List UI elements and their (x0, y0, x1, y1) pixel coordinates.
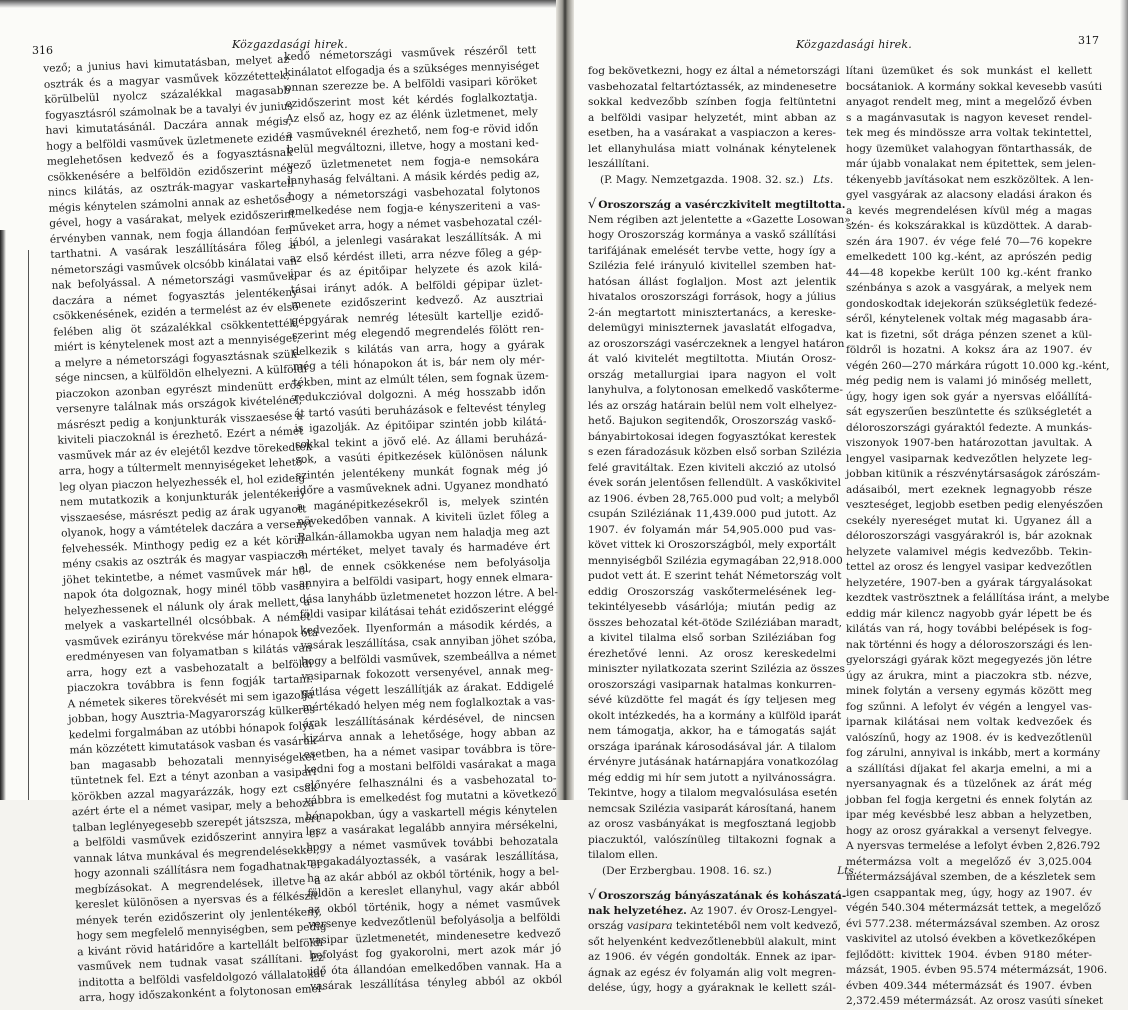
text-line: tek meg és mindössze arra voltak tekintettel, (846, 127, 1092, 139)
text-line: kedvezőek. Ilyenformán a második kérdés, a (300, 617, 553, 637)
text-line: megbízásokat. A megrendelések, illetve a (74, 874, 321, 896)
text-line: tásai irányt adók. A belföldi gépipar üzlet- (290, 276, 543, 296)
text-line: tarthatni. A vasárak leszállítására főleg a (50, 239, 297, 261)
text-line: fog bekövetkezni, hogy ez által a németországi (588, 65, 840, 77)
checkmark-icon: √ (588, 197, 597, 212)
text-line: séről, kénytelenek voltak még magasabb ára- (846, 313, 1092, 325)
text-line: műveket arra, hogy a német vasbehozatal czél- (288, 214, 542, 234)
text-line: fejlődött: kivittek 1904. évben 9180 méter- (846, 948, 1092, 961)
emphasis-text: vasipara (626, 920, 673, 932)
text-line: inditotta a belföldi vasfeldolgozó vállalatokat (78, 967, 325, 989)
text-line: Tekintve, hogy a tilalom megvalósulása esetén (588, 787, 838, 799)
text-line: lés az ország határain belül nem volt elhelyez- (588, 399, 837, 412)
text-line: helyzetére, 1907-ben a gyárak tárgyalásokat (846, 576, 1092, 589)
text-line: vannak látva munkával és megrendelésekkel, (73, 843, 320, 865)
text-line: a vasműveknél érezhető, nem fog-e rövid időn (286, 121, 539, 141)
text-line: kinálatot elfogadja és a szükséges mennyiséget (284, 59, 540, 79)
text-line (588, 919, 841, 935)
text-line: jobban fel fogja kergetni és ennek folytán az (846, 793, 1092, 806)
text-line: mán közzétett kimutatások vasban és vasáruk- (69, 734, 320, 757)
text-line: onnan szerezze be. A belföldi vasipari köröket (284, 74, 538, 94)
checkmark-icon: √ (588, 888, 597, 903)
text-line: hogy az orosz gyárakkal a versenyt felvegye. (846, 824, 1092, 837)
text-line: ipar még kevésbbé lesz abban a helyzetben, (846, 809, 1092, 821)
text-line: sok, a vasúti épitkezések különösen nálunk (295, 446, 548, 466)
text-line: emelkedése nem fogja-e kényszeriteni a vas- (288, 198, 541, 218)
text-line: el, de ennek csökkenése nem befolyásolja (298, 555, 551, 575)
text-line: gondoskodtak idejekorán szükségletük fedezé- (846, 297, 1097, 310)
author-signature: Lts. (837, 864, 858, 877)
text-line: bocsátaniok. A kormány sokkal kevesebb vasúti (846, 80, 1103, 93)
text-line: vasművek már az év elejétől kezdve törekedtek (57, 440, 313, 463)
text-line: szén- és kokszárakkal is küzdöttek. A darab- (846, 220, 1092, 232)
text-line: hónapokban, úgy a vaskartell mégis kénytelen (305, 803, 558, 823)
text-line: esetben, ha a vasárakat a vaspiaczon a keres- (588, 127, 836, 139)
text-line: nem mutatkozik a konjunkturák jelentékeny (59, 487, 306, 509)
text-line: hogy a németországi vasbehozatal folytonos (287, 183, 541, 203)
text-line: vező üzletmenetet nem fogja-e nemsokára (287, 152, 540, 172)
right-column-1 (588, 64, 858, 997)
scan-shadow-right (1120, 0, 1128, 800)
text-line: hogy a belföldi vasművek, szembeállva a német (300, 648, 557, 668)
text-line: eddig Oroszország vaskőtermelésének leg- (588, 585, 836, 598)
text-line: követ vittek ki Oroszországból, mely exportált (588, 539, 836, 551)
text-line: arra, hogy időszakonként a folytonosan emel- (78, 982, 326, 1005)
text-line: annyira a belföldi vasipart, hogy ennek elmara- (298, 570, 553, 590)
text-line: érvényben vannak, nem fogja állandóan fen- (49, 223, 296, 246)
text-line: versenye kedvezőtlenül befolyásolja a belföldi (308, 911, 561, 931)
text-line: gével, hogy a vasárakat, melyek ezidőszerint (48, 208, 296, 230)
text-line: évek során jelentősen fellendült. A vaskőkivitel (588, 477, 841, 489)
text-line: igen csappantak meg, úgy, hogy az 1907. év (846, 886, 1092, 899)
right-page (578, 0, 1118, 1007)
text-line: delemügyi miniszternek javaslatát elfogadva, (588, 322, 836, 334)
text-line: valószínű, hogy az 1908. év is kedvezőtlenül (846, 731, 1092, 744)
text-line: vasművek nem tudnak vasat szállítani. Ez (77, 951, 324, 974)
text-line: szén ára 1907. év vége felé 70—76 kopekre (846, 235, 1092, 248)
text-line: kat is fizetni, sőt drága pénzen szenet a kül- (846, 328, 1092, 341)
text-line: vábbra is emelkedést fog mutatni a következő (304, 787, 558, 807)
text-line: redukczióval dolgozni. A még hosszabb időn (293, 384, 546, 404)
text-line: sévé küzdötte fel magát és így teljesen meg (588, 694, 836, 706)
text-line: úgy, hogy igen sok gyár a nyersvas előállítá- (846, 390, 1092, 403)
text-line: szintén jelentékeny munkát fognak még jó (295, 462, 548, 482)
text-line: még a téli hónapokon át is, bár nem oly mér- (292, 353, 545, 373)
text-line: hogy sem megfelelő mennyiségben, sem pedig (76, 920, 327, 943)
text-line: vasművek ezirányu törekvése már hónapok óta (65, 626, 319, 649)
text-line: versenyre találnak más országok kivételénél, (56, 394, 303, 416)
text-line: hető. Bajukon segitendők, Oroszország vaskő- (588, 415, 836, 427)
article1-end (588, 64, 840, 173)
text-line: ban magasabb behozatali mennyiségeket (69, 750, 317, 772)
text-line: körülbelül nyolcz százalékkal magasabb (44, 84, 291, 106)
text-line: befolyást fog gyakorolni, mert azok már jó (309, 942, 562, 962)
text-line: déloroszországi vasgyárakról is, bár azoknak (846, 530, 1092, 542)
text-line: 1907. év folyamán már 54,905.000 pud vas- (588, 523, 836, 536)
text-line: végén 260—270 márkára rúgott 10.000 kg.-ként, (846, 359, 1110, 372)
text-line: oroszországi vasiparnak hatalmas konkurren- (588, 678, 836, 691)
text-line: a kivitel tilalma első sorban Sziléziában fog (588, 632, 836, 644)
text-segment: ország (588, 920, 627, 932)
text-line: bányabirtokosai idegen fogyasztókat kerestek (588, 430, 836, 443)
text-line: növekedőben vannak. A kiviteli üzlet főleg a (297, 508, 550, 528)
text-line: felében alig öt százalékkal csökkentették, (53, 316, 300, 339)
text-line: mértékadó helyen még nem foglalkoztak a vas- (302, 694, 556, 714)
text-line: menete ezidőszerint kedvező. Az ausztriai (290, 291, 544, 311)
text-line: ipar és az épitőipar helyzete és azok kilá- (290, 260, 543, 280)
text-line: kedelmi forgalmában az utóbbi hónapok folya- (68, 719, 319, 741)
text-line: lanyhulva, a folytonosan emelkedő vaskőterme- (588, 384, 843, 396)
text-line: sokkal kedvezőbb színben fogja feltüntetni (588, 96, 836, 108)
text-line: Szilézia felé irányuló kivitellel szemben hat- (588, 260, 836, 272)
article2-body (588, 213, 855, 864)
text-line: miniszter nyilatkozata szerint Szilézia az összes (588, 663, 845, 675)
text-line: országa iparának károsodásával jár. A tilalom (588, 740, 836, 753)
text-line: érvényre jutásának határnapjára vonatkozólag (588, 756, 839, 768)
text-line: adásaiból, mert ezeknek legnagyobb része (846, 483, 1092, 496)
text-line: a melyre a németországi fogyasztásnak szük- (54, 347, 301, 370)
article-title-text: nak helyzetéhez. (588, 904, 687, 917)
text-line: a belföldi vasművek ezidőszerint annyira el (72, 827, 320, 850)
text-line: át való kivitelét megtiltotta. Miután Orosz- (588, 353, 836, 365)
text-line: tékenyebb javításokat nem eszközöltek. A len- (846, 173, 1094, 186)
text-line: lengyel vasiparnak kedvezőtlen helyzete leg- (846, 452, 1092, 465)
text-line: A nyersvas termelése a lefolyt évben 2,826.792 (846, 840, 1101, 852)
text-line: okolt intézkedés, ha a kormány a külföld iparát (588, 709, 842, 722)
text-line: hatósan állást foglaljon. Most azt jelentik (588, 275, 836, 288)
text-line: az oroszországi vasérczeknek a lengyel határon (588, 337, 845, 350)
text-line: németországi vasművek olcsóbb kinálatai van- (50, 254, 301, 277)
text-line: mények terén ezidőszerint oly jenlentékeny, (75, 905, 323, 927)
text-line: tekintélyesebb vásárlója; miután pedig az (588, 601, 836, 613)
text-line: vaskivitel az utolsó években a következőképen (846, 933, 1096, 945)
text-line: végén 540.304 métermázsát tettek, a megelőző (846, 902, 1102, 914)
text-line: viszonyok 1907-ben határozottan javultak. A (846, 437, 1092, 449)
article-title-text: Oroszország a vasérczkivitelt megtiltotta. (598, 199, 846, 211)
text-line: nem támogatja, akkor, ha e támogatás saját (588, 725, 836, 737)
text-line: delése, úgy, hogy a gyáraknak le kellett szál- (588, 982, 836, 994)
text-line: A németek sikeres törekvését mi sem igazolja (67, 688, 314, 711)
text-line: kizárva annak a lehetősége, hogy abban az (303, 725, 556, 745)
text-line: melyek a vaskartellnél olcsóbbak. A német (64, 611, 311, 633)
text-line: gátlása végett leszállítják az árakat. Eddigelé (301, 679, 555, 699)
text-line: iparnak kilátásai nem voltak kedvezőek és (846, 716, 1092, 728)
text-line: hivatalos oroszországi források, hogy a július (588, 291, 836, 303)
text-line: havi kimutatásánál. Daczára annak mégis, (45, 115, 292, 137)
text-line: tettel az orosz és lengyel vasipar kedvezőtlen (846, 561, 1092, 573)
text-line: felvehessék. Minthogy pedig ez a két körül- (61, 533, 308, 556)
text-line: Az első az, hogy ez az élénk üzletmenet, mely (285, 105, 538, 125)
text-line: vasipar üzletmenetét, mindenesetre kedvező (308, 927, 561, 947)
text-line: a mértéket, melyet tavaly és harmadéve ért (297, 539, 551, 559)
text-line: felé gravitáltak. Ezen kiviteli akczió az utolsó (588, 461, 836, 474)
text-line: napok óta dolgoznak, hogy minél több vasat (63, 580, 310, 602)
text-line: földről is hozatni. A koksz ára az 1907. év (846, 344, 1092, 356)
text-line: tarifájának emelését tervbe vette, hogy így a (588, 244, 836, 257)
text-line: kereslet különösen a nyersvas és a félkészít- (75, 889, 322, 912)
text-line: nemcsak Szilézia vasiparát károsítaná, hanem (588, 802, 837, 815)
text-line: helyezhessenek el nálunk oly árak mellett, a (63, 595, 311, 618)
text-line: sőt helyenként kedvezőtlenebbül alakult, mint (588, 935, 837, 948)
text-line: nincs kilátás, az osztrák-magyar vaskartell (47, 177, 295, 199)
text-line: ezidőszerint most két kérdés foglalkoztatja. (285, 90, 538, 110)
text-line: körökben azzal magyarázzák, hogy ezt csak (71, 781, 318, 803)
text-line: nak befolyással. A németországi vasművek, (51, 270, 298, 292)
text-segment: Az 1907. év Orosz-Lengyel- (686, 904, 837, 917)
text-line: vező; a junius havi kimutatásban, melyet az (43, 53, 290, 75)
text-line: métermázsájával szemben, de a készletek sem (846, 871, 1096, 883)
scan-shadow-left (0, 230, 6, 800)
text-line: tilalom ellen. (588, 849, 659, 861)
running-head: Közgazdasági hirek. (796, 38, 912, 51)
text-line: leg olyan piaczon helyezhessék el, hol ezideig (59, 471, 306, 494)
running-head: Közgazdasági hirek. (232, 38, 348, 51)
text-line: szerint még elegendő megrendelés fölött ren- (291, 322, 545, 342)
text-line: át tartó vasúti beruházások e feltevést tényleg (293, 400, 547, 420)
text-line: hogy a belföldi vasművek üzletmenete ezidén (46, 130, 293, 153)
text-line: s a magánvasutak is nagyon keveset rendel- (846, 111, 1092, 124)
left-column-2 (284, 43, 562, 995)
article-source (588, 173, 836, 189)
text-line: is igazolják. Az épitőipar szintén jobb kilátá- (294, 415, 547, 435)
text-line: emelkedett 100 kg.-ként, az aprószén pedig (846, 251, 1092, 263)
source-citation: (Der Erzbergbau. 1908. 16. sz.) (602, 864, 772, 877)
text-line: az 1906. évben 28,765.000 pud volt; a melyből (588, 492, 840, 505)
text-line: talban leglényegesebb szerepét játszsza, mert (72, 812, 321, 834)
text-line: piaczokra továbbra is fenn fogják tartani. (66, 673, 314, 695)
text-line: másrészt pedig a konjunkturák visszaesése a (56, 409, 304, 432)
text-line: az 1906. év végén gondolták. Ennek az ipar- (588, 951, 836, 963)
text-line: a kevés megrendelésen kívül még a magas (846, 204, 1092, 217)
text-line: időre a vasműveknek adni. Ugyanez mondható (296, 477, 549, 497)
text-line: gyel vasgyárak az alacsony eladási árakon és (846, 189, 1092, 201)
text-line: szénbánya s azok a vasgyárak, a melyek nem (846, 282, 1092, 294)
text-line: sokkal tekint a jövő elé. Az állami beruházá- (294, 431, 548, 451)
text-line: métermázsa volt a megelőző év 3,025.004 (846, 855, 1092, 868)
text-line: kiviteli piaczoknál is érezhető. Ezért a német (57, 425, 304, 447)
text-line: gyelországi gyárak közt megegyezés jön létre (846, 654, 1092, 666)
text-line: déloroszországi gyáraktól fedezte. A munkás- (846, 421, 1092, 434)
text-line: árak leszállításának kérdésével, de nincsen (302, 710, 555, 730)
text-line: tüntetnek fel. Ezt a tényt azonban a vasipari (70, 766, 317, 788)
text-line: hogy üzemüket valahogyan föntarthassák, de (846, 142, 1092, 155)
text-line: Balkán-államokba ugyan nem haladja meg azt (297, 524, 550, 544)
text-line: csekély nyereséget mutat ki. Ugyanez áll a (846, 514, 1092, 527)
text-line: az okból történik, hogy a német vasművek (307, 896, 561, 916)
text-line: dása lanyhább üzletmenetet hozzon létre. A bel- (299, 586, 559, 606)
text-line: úgy az árukra, mint a piaczokra stb. nézve, (846, 669, 1092, 682)
text-line: belül megváltozni, illetve, hogy a mostani ked- (286, 136, 539, 156)
text-line: nyersanyagnak és a tüzelőnek az árát még (846, 778, 1092, 790)
text-line: a szállítási díjakat fel akarja emelni, a mi a (846, 762, 1092, 775)
text-line: eddig már kilencz nagyobb gyár lépett be és (846, 607, 1092, 620)
page-number: 317 (1078, 34, 1099, 47)
article3-body (588, 935, 836, 997)
text-line: fog szűnni. A lefolyt év végén a lengyel vas- (846, 700, 1092, 713)
text-line: sége nincsen, a külföldön elhelyezni. A külföldi (54, 363, 308, 385)
text-line: daczára a német fogyasztás jelentékeny (51, 285, 299, 308)
text-line: fog zárulni, annyival is inkább, mert a kormány (846, 747, 1101, 759)
page-number: 316 (32, 44, 53, 57)
left-column-1 (43, 53, 325, 1007)
text-line: tékben, mint az elmúlt télen, sem fognak üzem- (293, 369, 549, 389)
text-line: anyagot rendelt meg, mint a megelőző évben (846, 96, 1092, 108)
text-line: évi 577.238. métermázsával szemben. Az orosz (846, 917, 1100, 930)
text-line: leszállítani. (588, 158, 650, 170)
text-line: mennyiségből Szilézia egymagában 22,918.000 (588, 554, 843, 567)
text-line: hogy azonnali szállításra nem fogadhatnak el (73, 858, 321, 881)
source-citation: (P. Magy. Nemzetgazda. 1908. 32. sz.) (600, 173, 804, 186)
text-line: jobban kitünik a részvénytársaságok zárószám- (846, 468, 1101, 480)
text-line: kilátás van rá, hogy további belépések is fog- (846, 623, 1092, 635)
text-line: visszaesése, másrészt pedig az árak ugyanott (60, 502, 307, 525)
text-line: azért érte el a német vasipar, mely a behoza- (71, 797, 318, 819)
text-line: osztrák és a magyar vasművek közzétettek, (43, 69, 290, 91)
text-line: jából, a jelenlegi vasárakat leszállítsák. A mi (289, 229, 542, 249)
text-line: mázsát, 1905. évben 95.574 métermázsát, 1906. (846, 964, 1108, 976)
text-line: vasárak leszállítása tényleg abból az okból (309, 973, 563, 993)
text-line: jobban, hogy Ausztria-Magyarország külkeres- (68, 703, 319, 726)
text-line: földi vasipar kilátásai tehát ezidőszerint eléggé (299, 601, 554, 621)
article-source (588, 864, 858, 880)
text-line: még eddig mi hír sem jutott a nyilvánosságra. (588, 771, 836, 784)
text-line: megakadályoztassék, a vasárak leszállítása, (306, 849, 559, 869)
text-line: előnyére felhasználni és a vasbehozatal to- (304, 772, 557, 792)
text-line: hogy Oroszország kormánya a vaskő szállítási (588, 229, 836, 241)
article-title (588, 197, 846, 213)
text-line: piaczuktól, valószínüleg tiltakozni fognak a (588, 833, 836, 846)
text-segment: tekintetéből nem volt kedvező, (672, 920, 841, 932)
text-line: lítani üzemüket és sok munkást el kellett (846, 65, 1092, 77)
text-line: idő óta állandóan emelkedőben vannak. Ha a (309, 958, 562, 978)
text-line: jöhet tekintetbe, a német vasművek már hó- (62, 564, 309, 587)
text-line: helyzete valamivel mégis kedvezőbb. Tekin- (846, 545, 1092, 558)
right-column-2 (846, 64, 1110, 1010)
text-line: gépgyárak nemrég létesült kartellje ezidő- (291, 307, 544, 327)
text-line (588, 904, 836, 920)
text-line: pudot vett át. E szerint tehát Németország volt (588, 570, 842, 582)
text-line: minek folytán a verseny egymás között meg (846, 685, 1092, 697)
text-line: nak történni és hogy a déloroszországi és len- (846, 638, 1093, 651)
text-line: még pedig nem is valami jó minőség mellett, (846, 375, 1092, 387)
article-title-text: Oroszország bányászatának és kohászatá- (598, 890, 847, 902)
text-line: csupán Sziléziának 11,439.000 pud jutott. Az (588, 508, 836, 520)
text-line: arra, hogy a túltermelt mennyiségeket lehető- (58, 456, 307, 478)
text-line: kezdtek vaströsztnek a felállítása iránt, a melybe (846, 592, 1110, 604)
text-line: olyanok, hogy a vámtételek daczára a versenyt (60, 517, 313, 540)
left-page (20, 0, 563, 1005)
text-line: a magánépitkezésekről is, melyek szintén (296, 493, 549, 513)
text-line: ágnak az egész év folyamán alig volt megren- (588, 966, 836, 979)
text-line: mény csakis az osztrák és magyar vaspiaczon (62, 549, 309, 571)
text-line: vasbehozatal feltartóztassék, az mindenesetre (588, 80, 837, 93)
text-line: delkezik s kilátás van arra, hogy a gyárak (292, 338, 545, 358)
text-line: az első kérdést illeti, arra nézve főleg a gép- (289, 245, 542, 265)
text-line: érezhetővé lenni. Az orosz kereskedelmi (588, 647, 836, 660)
text-line: piaczokon azonban egyrészt mindenütt erős (55, 378, 302, 401)
text-line: meglehetősen kedvező és a fogyasztásnak (46, 146, 293, 168)
text-line: sát egyszerűen beszüntette és szükségletét a (846, 406, 1092, 418)
text-line: 44—48 kopekbe került 100 kg.-ként franko (846, 266, 1092, 279)
text-line: a kivánt rövid határidőre a kartellált belföldi (76, 936, 324, 958)
text-line: ha az akár abból az okból történik, hogy a bel- (306, 865, 560, 885)
text-line: évben 409.344 métermázsát és 1907. évben (846, 979, 1092, 992)
text-line: hogy a német vasművek további behozatala (306, 834, 559, 854)
article-title (588, 888, 847, 904)
text-line: földön a kereslet ellanyhul, vagy akár abból (307, 880, 560, 900)
text-line: csökkenésére a belföldön ezidőszerint még (47, 161, 294, 184)
text-line: 2-án megtartott minisztertanács, a kereske- (588, 306, 836, 319)
text-line: ország metallurgiai ipara nagyon el volt (588, 368, 836, 381)
text-line: let ellanyhulása miatt volnának kénytelenek (588, 142, 836, 155)
text-line: csökkenésének, ezidén a termelést az év első (52, 301, 299, 323)
text-line: az orosz vasbányákat is megfosztaná legjobb (588, 818, 836, 830)
text-line: miért is kénytelenek most azt a mennyiséget, (53, 332, 301, 354)
text-line: fogyasztásról számolnak be a tavalyi év junius (44, 99, 294, 122)
text-line: vasárak leszállítása, csak annyiban jöhet szóba, (300, 632, 557, 652)
text-line: kedő németországi vasművek részéről tett (284, 43, 537, 63)
text-line: veszteséget, legjobb esetben pedig elenyészően (846, 499, 1103, 511)
text-line: vasiparnak fokozott versenyével, annak meg- (301, 663, 554, 683)
text-line: a belföldi vasipar helyzetét, mint abban az (588, 111, 836, 124)
text-line: s ezen fáradozásuk közben első sorban Szilézia (588, 446, 842, 458)
author-signature: Lts. (813, 173, 834, 186)
text-line: eredményesen van folyamatban s kilátás van (65, 642, 312, 664)
text-line: arra, hogy ezt a vasbehozatalt a belföldi (66, 657, 313, 680)
text-line: már újabb vonalakat nem épitettek, sem jelen- (846, 158, 1096, 170)
text-line: Nem régiben azt jelentette a «Gazette Losowan», (588, 213, 855, 226)
text-line: lesz a vasárakat legalább annyira mérsékelni, (305, 818, 558, 838)
text-line: lanyhaság felváltani. A másik kérdés pedig az, (287, 167, 540, 187)
text-line: mégis kénytelen számolni annak az eshetősé- (48, 192, 295, 215)
text-line: összes behozatal két-ötöde Sziléziában maradt, (588, 616, 842, 629)
text-line: esetben, ha a német vasipar továbbra is töre- (303, 741, 556, 761)
text-line: 2,372.459 métermázsát. Az orosz vasúti síneket (846, 995, 1104, 1007)
text-line: kedni fog a mostani belföldi vasárakat a maga (303, 756, 557, 776)
